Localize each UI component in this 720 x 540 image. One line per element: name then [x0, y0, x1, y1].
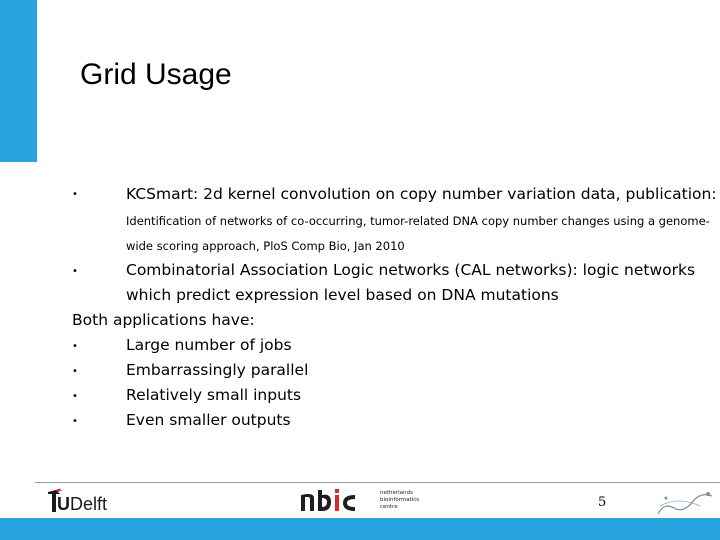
bullet-marker: • — [72, 266, 78, 277]
bullet-cal-line-1: Combinatorial Association Logic networks (CAL networks): logic networks — [126, 261, 696, 279]
bioinformatics-lab-logo — [654, 488, 716, 518]
bullet-marker: • — [72, 391, 78, 402]
item-smaller-outputs: Even smaller outputs — [126, 411, 291, 429]
item-small-inputs: Relatively small inputs — [126, 386, 302, 404]
slide-title: Grid Usage — [80, 58, 232, 91]
item-large-jobs: Large number of jobs — [126, 336, 292, 354]
page-number: 5 — [598, 495, 607, 510]
bullet-marker: • — [72, 366, 78, 377]
accent-bar — [0, 0, 37, 162]
bullet-cal-line-2: which predict expression level based on DNA mutations — [126, 286, 559, 304]
subheading: Both applications have: — [72, 311, 255, 329]
bullet-kcsmart: KCSmart: 2d kernel convolution on copy number variation data, publication: — [126, 185, 717, 203]
publication-line-2: wide scoring approach, PloS Comp Bio, Jan 2010 — [126, 239, 405, 253]
tudelft-logo-text: UDelft — [57, 494, 108, 514]
bullet-marker: • — [72, 341, 78, 352]
item-embarrassingly-parallel: Embarrassingly parallel — [126, 361, 309, 379]
nbic-descriptor: netherlands bioinformatics centre — [380, 490, 420, 510]
nbic-logo — [300, 487, 364, 515]
footer-divider — [35, 482, 720, 483]
bullet-marker: • — [72, 416, 78, 427]
publication-line-1: Identification of networks of co-occurring, tumor-related DNA copy number changes using a genome- — [126, 214, 710, 228]
bullet-marker: • — [72, 189, 78, 200]
bottom-accent-stripe — [0, 518, 720, 540]
